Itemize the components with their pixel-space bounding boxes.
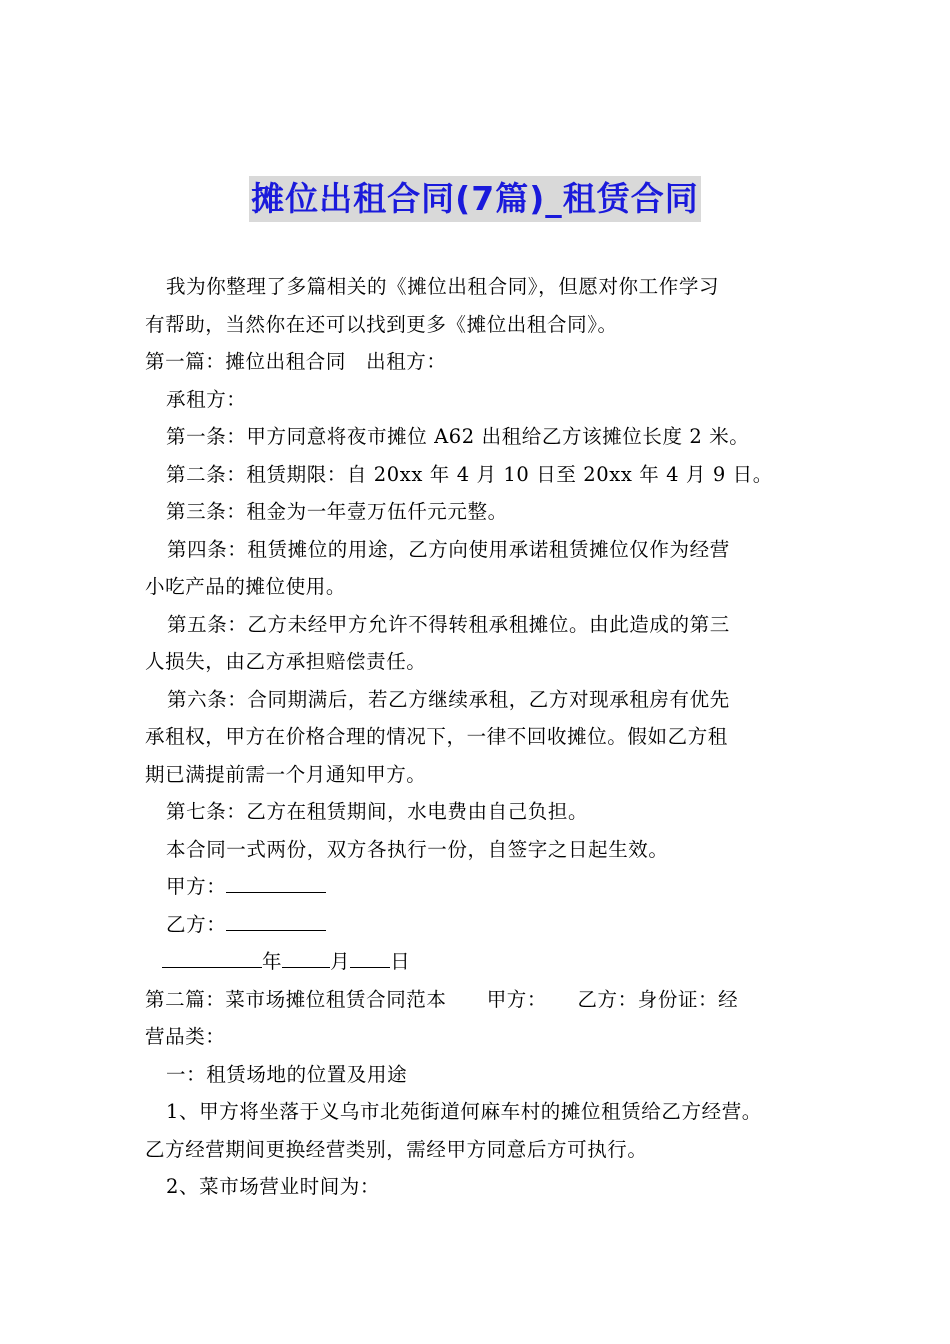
title-container	[0, 176, 950, 222]
month-blank	[282, 945, 330, 968]
paragraph-line: 有帮助，当然你在还可以找到更多《摊位出租合同》。	[145, 312, 618, 336]
paragraph-line: 小吃产品的摊位使用。	[145, 575, 347, 598]
date-line	[145, 943, 835, 981]
year-label: 年	[262, 950, 283, 973]
clause-5: 第五条：乙方未经甲方允许不得转租承租摊位。由此造成的第三	[167, 612, 730, 636]
year-blank	[162, 945, 262, 968]
item-2: 2、菜市场营业时间为：	[166, 1175, 381, 1198]
paragraph-line: 营品类：	[145, 1025, 226, 1048]
paragraph-line: 人损失，由乙方承担赔偿责任。	[145, 650, 427, 673]
month-label: 月	[330, 950, 351, 973]
party-b-label: 乙方：	[166, 912, 227, 936]
item-1: 1、甲方将坐落于义乌市北苑街道何麻车村的摊位租赁给乙方经营。	[166, 1100, 762, 1123]
document-body	[145, 268, 835, 1206]
party-a-blank	[226, 870, 326, 893]
paragraph-line: 期已满提前需一个月通知甲方。	[145, 762, 427, 786]
section-heading-2: 第二篇：菜市场摊位租赁合同范本 甲方： 乙方：身份证：经	[145, 987, 739, 1011]
day-label: 日	[390, 950, 411, 973]
party-a-signature-line	[145, 868, 835, 906]
paragraph-line: 乙方经营期间更换经营类别，需经甲方同意后方可执行。	[145, 1137, 648, 1161]
clause-2: 第二条：租赁期限：自 20xx 年 4 月 10 日至 20xx 年 4 月 9 日。	[166, 462, 773, 486]
party-b-signature-line	[145, 906, 835, 944]
clause-7: 第七条：乙方在租赁期间，水电费由自己负担。	[166, 800, 589, 823]
party-a-label: 甲方：	[166, 875, 227, 898]
clause-6: 第六条：合同期满后，若乙方继续承租，乙方对现承租房有优先	[167, 687, 730, 711]
section-heading-1: 第一篇：摊位出租合同 出租方：	[145, 350, 447, 373]
clause-3: 第三条：租金为一年壹万伍仟元元整。	[166, 500, 508, 523]
paragraph-line: 我为你整理了多篇相关的《摊位出租合同》，但愿对你工作学习	[166, 275, 720, 298]
paragraph-line: 承租权，甲方在价格合理的情况下，一律不回收摊位。假如乙方租	[145, 725, 728, 748]
clause-1: 第一条：甲方同意将夜市摊位 A62 出租给乙方该摊位长度 2 米。	[166, 425, 750, 448]
party-b-blank	[226, 908, 326, 931]
paragraph-line: 承租方：	[166, 387, 247, 411]
document-title: 摊位出租合同(7篇)_租赁合同	[249, 176, 701, 222]
paragraph-line: 本合同一式两份，双方各执行一份，自签字之日起生效。	[166, 837, 669, 861]
clause-4: 第四条：租赁摊位的用途，乙方向使用承诺租赁摊位仅作为经营	[167, 537, 730, 561]
subsection-heading: 一：租赁场地的位置及用途	[166, 1062, 408, 1086]
day-blank	[350, 945, 390, 968]
